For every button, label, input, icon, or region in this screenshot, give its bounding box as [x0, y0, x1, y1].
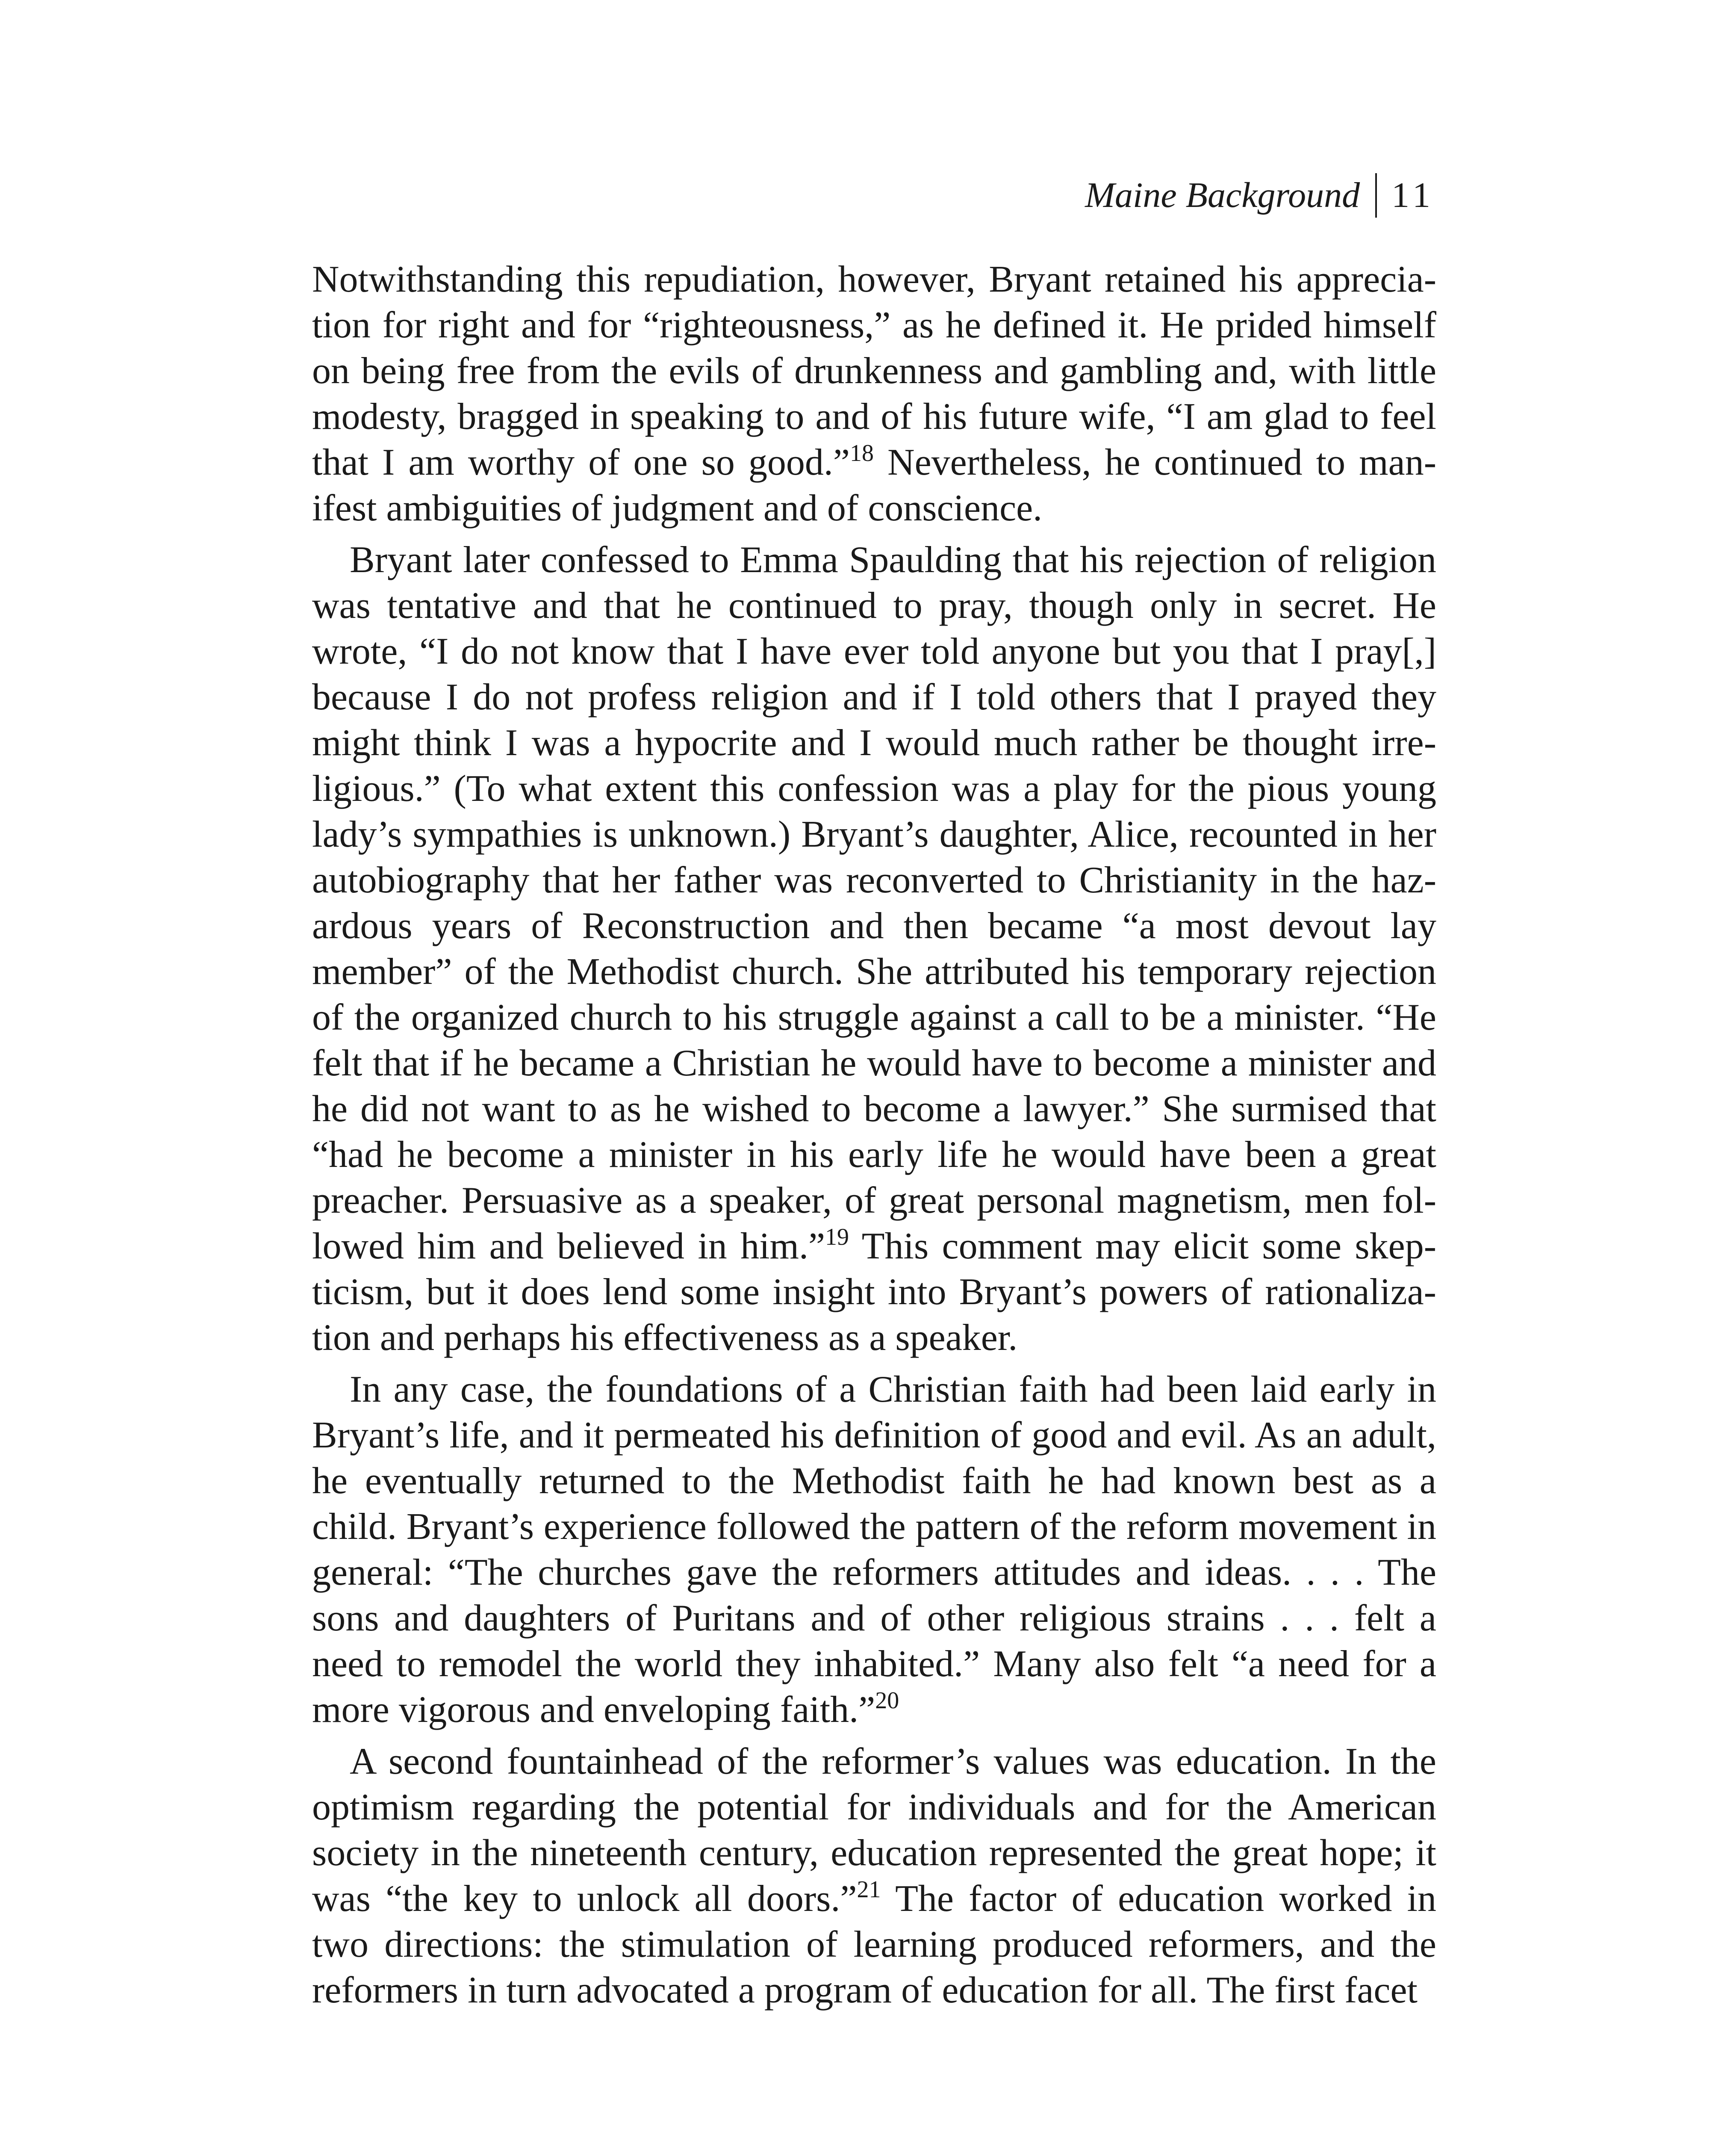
line-text-continued: Nevertheless, he continued to man-	[874, 442, 1436, 483]
line-text: member” of the Methodist church. She attributed his temporary rejection	[312, 951, 1436, 992]
text-line	[312, 1830, 1436, 1876]
line-text: on being free from the evils of drunkenness and gambling and, with little	[312, 350, 1436, 392]
line-text: sons and daughters of Puritans and of other religious strains . . . felt a	[312, 1598, 1436, 1639]
text-line	[312, 949, 1436, 995]
text-line	[312, 812, 1436, 857]
line-text: he did not want to as he wished to become a lawyer.” She surmised that	[312, 1088, 1436, 1130]
line-text: ticism, but it does lend some insight into Bryant’s powers of rationaliza-	[312, 1271, 1436, 1313]
body-text	[312, 257, 1436, 2013]
paragraph	[312, 257, 1436, 531]
text-line	[312, 857, 1436, 903]
text-line	[312, 1315, 1436, 1361]
text-line	[312, 1178, 1436, 1223]
text-line	[312, 1687, 1436, 1733]
text-line	[312, 1040, 1436, 1086]
text-line	[312, 1550, 1436, 1595]
line-text: need to remodel the world they inhabited.” Many also felt “a need for a	[312, 1643, 1436, 1685]
text-line	[312, 1367, 1436, 1412]
paragraph	[312, 537, 1436, 1361]
text-line	[312, 1458, 1436, 1504]
line-text: more vigorous and enveloping faith.”	[312, 1689, 875, 1730]
line-text: “had he become a minister in his early life he would have been a great	[312, 1134, 1436, 1175]
line-text: lowed him and believed in him.”	[312, 1226, 825, 1267]
text-line	[312, 1086, 1436, 1132]
line-text: wrote, “I do not know that I have ever told anyone but you that I pray[,]	[312, 631, 1436, 672]
text-line	[312, 1967, 1436, 2013]
line-text: autobiography that her father was reconverted to Christianity in the haz-	[312, 859, 1436, 901]
paragraph	[312, 1367, 1436, 1733]
text-line	[312, 1223, 1436, 1269]
footnote-marker: 19	[825, 1224, 849, 1250]
line-text: two directions: the stimulation of learning produced reformers, and the	[312, 1924, 1436, 1965]
line-text: preacher. Persuasive as a speaker, of great personal magnetism, men fol-	[312, 1180, 1436, 1221]
text-line	[312, 348, 1436, 394]
line-text: ifest ambiguities of judgment and of conscience.	[312, 487, 1043, 529]
line-text: was tentative and that he continued to pray, though only in secret. He	[312, 585, 1436, 626]
line-text: might think I was a hypocrite and I would much rather be thought irre-	[312, 722, 1436, 764]
footnote-marker: 20	[875, 1687, 899, 1714]
line-text: Bryant later confessed to Emma Spaulding that his rejection of religion	[350, 539, 1436, 581]
text-line	[312, 583, 1436, 629]
text-line	[312, 1922, 1436, 1967]
running-head-divider	[1375, 173, 1377, 218]
text-line	[312, 394, 1436, 440]
text-line	[312, 1595, 1436, 1641]
line-text: he eventually returned to the Methodist faith he had known best as a	[312, 1460, 1436, 1502]
line-text-continued: This comment may elicit some skep-	[849, 1226, 1437, 1267]
text-line	[312, 1412, 1436, 1458]
line-text: tion and perhaps his effectiveness as a speaker.	[312, 1317, 1018, 1358]
line-text: In any case, the foundations of a Christian faith had been laid early in	[350, 1369, 1436, 1410]
line-text: ardous years of Reconstruction and then became “a most devout lay	[312, 905, 1436, 947]
text-line	[312, 903, 1436, 949]
text-line	[312, 302, 1436, 348]
line-text: general: “The churches gave the reformers attitudes and ideas. . . . The	[312, 1552, 1436, 1593]
footnote-marker: 21	[857, 1876, 881, 1903]
text-line	[312, 1784, 1436, 1830]
line-text: was “the key to unlock all doors.”	[312, 1878, 857, 1919]
text-line	[312, 995, 1436, 1040]
text-line	[312, 257, 1436, 302]
text-line	[312, 1876, 1436, 1922]
line-text: tion for right and for “righteousness,” as he defined it. He prided himself	[312, 304, 1436, 346]
line-text: lady’s sympathies is unknown.) Bryant’s daughter, Alice, recounted in her	[312, 814, 1436, 855]
line-text: Bryant’s life, and it permeated his definition of good and evil. As an adult,	[312, 1415, 1436, 1456]
running-head-title: Maine Background	[1085, 175, 1360, 215]
line-text: society in the nineteenth century, education represented the great hope; it	[312, 1832, 1436, 1874]
text-line	[312, 440, 1436, 485]
text-line	[312, 485, 1436, 531]
line-text: ligious.” (To what extent this confession was a play for the pious young	[312, 768, 1436, 809]
running-head	[1085, 173, 1435, 218]
line-text-continued: The factor of education worked in	[881, 1878, 1436, 1919]
line-text: because I do not profess religion and if I told others that I prayed they	[312, 676, 1436, 718]
paragraph	[312, 1739, 1436, 2013]
line-text: modesty, bragged in speaking to and of his future wife, “I am glad to feel	[312, 396, 1436, 437]
footnote-marker: 18	[850, 440, 874, 467]
text-line	[312, 1269, 1436, 1315]
text-line	[312, 629, 1436, 674]
text-line	[312, 674, 1436, 720]
line-text: optimism regarding the potential for individuals and for the American	[312, 1787, 1436, 1828]
text-line	[312, 720, 1436, 766]
line-text: A second fountainhead of the reformer’s values was education. In the	[350, 1741, 1436, 1782]
line-text: that I am worthy of one so good.”	[312, 442, 850, 483]
page-number: 11	[1391, 175, 1435, 215]
line-text: reformers in turn advocated a program of education for all. The first facet	[312, 1970, 1418, 2011]
text-line	[312, 1504, 1436, 1550]
line-text: felt that if he became a Christian he would have to become a minister and	[312, 1042, 1436, 1084]
text-line	[312, 1739, 1436, 1784]
line-text: of the organized church to his struggle against a call to be a minister. “He	[312, 997, 1436, 1038]
text-line	[312, 1132, 1436, 1178]
line-text: Notwithstanding this repudiation, however, Bryant retained his apprecia-	[312, 259, 1436, 300]
text-line	[312, 537, 1436, 583]
text-line	[312, 766, 1436, 812]
line-text: child. Bryant’s experience followed the pattern of the reform movement in	[312, 1506, 1436, 1547]
text-line	[312, 1641, 1436, 1687]
